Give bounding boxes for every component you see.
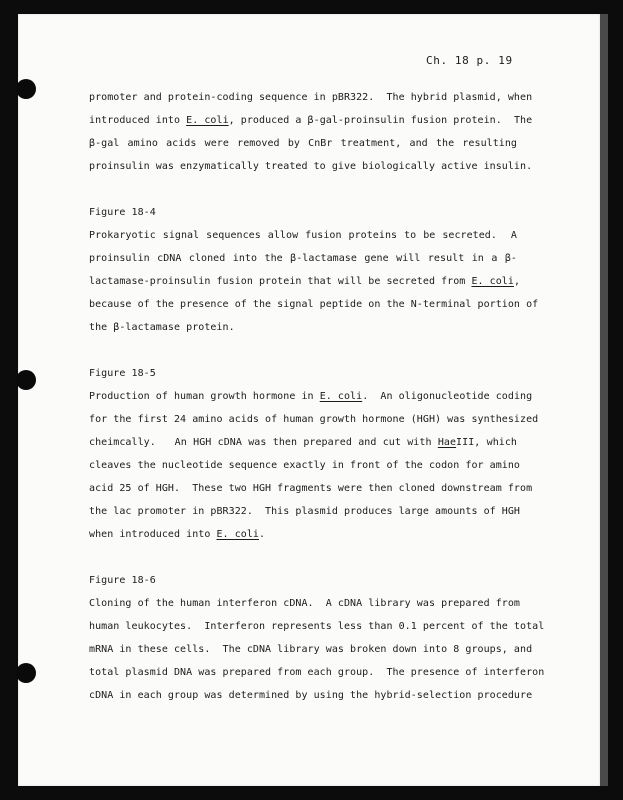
text-line: proinsulin cDNA cloned into the β-lactamase gene will result in a β- — [89, 253, 517, 264]
underlined-term: E. coli — [319, 391, 363, 402]
text-line: cheimcally. An HGH cDNA was then prepared and cut with HaeIII, which — [89, 437, 517, 448]
intro-paragraph — [89, 86, 533, 178]
figure-title: Figure 18-6 — [89, 575, 156, 586]
text-line: β-gal amino acids were removed by CnBr treatment, and the resulting — [89, 138, 517, 149]
text-line: Production of human growth hormone in E. coli. An oligonucleotide coding — [89, 391, 533, 402]
text-line: Prokaryotic signal sequences allow fusion proteins to be secreted. A — [89, 230, 517, 241]
page-edge — [600, 14, 608, 786]
text-line: mRNA in these cells. The cDNA library was broken down into 8 groups, and — [89, 644, 533, 655]
text-line: lactamase-proinsulin fusion protein that will be secreted from E. coli, — [89, 276, 521, 287]
text-line: the β-lactamase protein. — [89, 322, 235, 333]
text-line: cleaves the nucleotide sequence exactly in front of the codon for amino — [89, 460, 521, 471]
text-line: for the first 24 amino acids of human growth hormone (HGH) was synthesized — [89, 414, 539, 425]
punch-hole — [16, 663, 36, 683]
figure-18-5-caption — [89, 362, 539, 546]
underlined-term: E. coli — [216, 529, 259, 540]
page-number: Ch. 18 p. 19 — [426, 54, 513, 67]
figure-title: Figure 18-5 — [89, 368, 156, 379]
text-line: the lac promoter in pBR322. This plasmid produces large amounts of HGH — [89, 506, 521, 517]
figure-title: Figure 18-4 — [89, 207, 156, 218]
text-line: introduced into E. coli, produced a β-gal-proinsulin fusion protein. The — [89, 115, 533, 126]
text-line: cDNA in each group was determined by using the hybrid-selection procedure — [89, 690, 533, 701]
underlined-term: Hae — [437, 437, 457, 448]
text-line: because of the presence of the signal peptide on the N-terminal portion of — [89, 299, 539, 310]
text-line: Cloning of the human interferon cDNA. A cDNA library was prepared from — [89, 598, 521, 609]
text-line: total plasmid DNA was prepared from each group. The presence of interferon — [89, 667, 545, 678]
punch-hole — [16, 79, 36, 99]
punch-hole — [16, 370, 36, 390]
text-line: promoter and protein-coding sequence in pBR322. The hybrid plasmid, when — [89, 92, 533, 103]
figure-18-6-caption — [89, 569, 545, 707]
figure-18-4-caption — [89, 201, 539, 339]
text-line: when introduced into E. coli. — [89, 529, 266, 540]
body-text — [89, 86, 545, 707]
text-line: acid 25 of HGH. These two HGH fragments were then cloned downstream from — [89, 483, 533, 494]
text-line: human leukocytes. Interferon represents less than 0.1 percent of the total — [89, 621, 545, 632]
underlined-term: E. coli — [186, 115, 229, 126]
text-line: proinsulin was enzymatically treated to give biologically active insulin. — [89, 161, 533, 172]
underlined-term: E. coli — [471, 276, 514, 287]
